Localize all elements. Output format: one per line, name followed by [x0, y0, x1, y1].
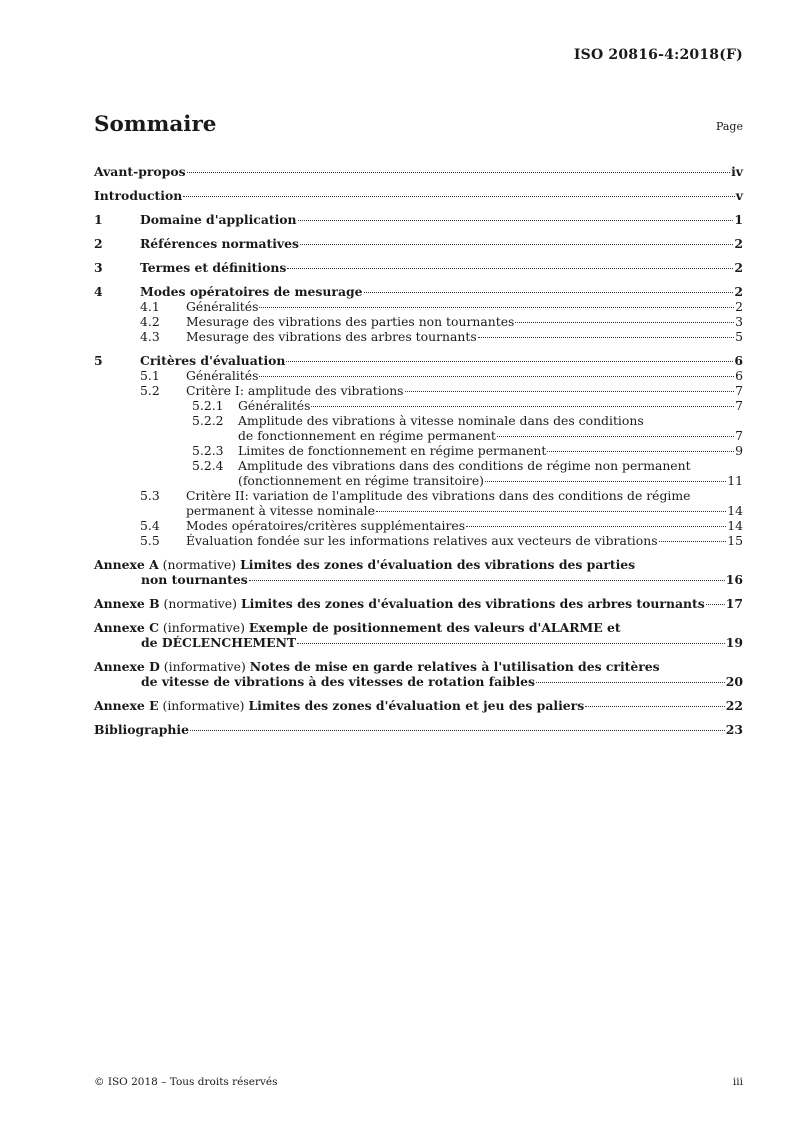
toc-page-number: 2: [734, 260, 743, 275]
toc-entry-title-line-1: Notes de mise en garde relatives à l'utilisation des critères: [249, 659, 660, 674]
toc-page-number: 6: [734, 353, 743, 368]
toc-page-number: v: [735, 188, 743, 203]
toc-dot-leader: [298, 220, 734, 221]
toc-dot-leader: [485, 481, 726, 482]
toc-entry-title: Termes et définitions: [140, 260, 287, 275]
toc-entry-section-4-3[interactable]: [94, 329, 743, 344]
toc-entry-title: Généralités: [238, 398, 311, 413]
toc-page-number: 7: [735, 428, 743, 443]
toc-page-number: 23: [725, 722, 743, 737]
toc-annex-kind: (normative): [162, 557, 237, 572]
toc-section-number: 5.5: [140, 533, 160, 548]
toc-page-number: 6: [735, 368, 743, 383]
toc-entry-section-5-5[interactable]: [94, 533, 743, 548]
toc-dot-leader: [187, 172, 731, 173]
toc-entry-title-line-1: Amplitude des vibrations dans des conditions de régime non permanent: [238, 458, 691, 473]
toc-page-number: iv: [731, 164, 743, 179]
toc-entry-title: Limites des zones d'évaluation et jeu des paliers: [248, 698, 585, 713]
toc-entry-title-line-1: Amplitude des vibrations à vitesse nominale dans des conditions: [238, 413, 644, 428]
toc-page-number: 15: [727, 533, 743, 548]
toc-page-number: 20: [725, 674, 743, 689]
toc-entry-title: Introduction: [94, 188, 183, 203]
toc-entry-section-3[interactable]: [94, 260, 743, 275]
toc-dot-leader: [297, 643, 725, 644]
toc-entry-title: Mesurage des vibrations des arbres tournants: [186, 329, 477, 344]
toc-page-number: 2: [734, 284, 743, 299]
toc-entry-title-line-1: Critère II: variation de l'amplitude des vibrations dans des conditions de régime: [186, 488, 691, 503]
toc-entry-section-5-3[interactable]: [94, 488, 743, 518]
toc-entry-title: Limites des zones d'évaluation des vibrations des arbres tournants: [240, 596, 705, 611]
toc-section-number: 2: [94, 236, 103, 251]
toc-entry-annex-d[interactable]: [94, 659, 743, 689]
toc-entry-section-4-1[interactable]: [94, 299, 743, 314]
toc-page-number: 2: [734, 236, 743, 251]
toc-page-number: 5: [735, 329, 743, 344]
toc-section-number: 4.1: [140, 299, 160, 314]
toc-section-number: 5.2.1: [192, 398, 224, 413]
toc-dot-leader: [259, 376, 734, 377]
toc-entry-section-5-2-2[interactable]: [94, 413, 743, 443]
toc-entry-title-line-2: (fonctionnement en régime transitoire): [238, 473, 484, 488]
toc-dot-leader: [478, 337, 734, 338]
toc-page-number: 3: [735, 314, 743, 329]
toc-entry-title: Bibliographie: [94, 722, 190, 737]
toc-entry-title-line-2: de DÉCLENCHEMENT: [141, 635, 297, 650]
toc-dot-leader: [515, 322, 734, 323]
toc-entry-title: Limites de fonctionnement en régime permanent: [238, 443, 547, 458]
toc-entry-annex-a[interactable]: [94, 557, 743, 587]
toc-dot-leader: [311, 406, 734, 407]
toc-annex-kind: (normative): [163, 596, 237, 611]
toc-entry-bibliographie[interactable]: [94, 722, 743, 737]
toc-annex-id: Annexe C: [94, 620, 159, 635]
toc-entry-title: Généralités: [186, 299, 259, 314]
toc-section-number: 3: [94, 260, 103, 275]
toc-page-number: 14: [727, 503, 743, 518]
toc-entry-section-5-1[interactable]: [94, 368, 743, 383]
footer-page-number: iii: [732, 1076, 743, 1088]
toc-entry-title: Références normatives: [140, 236, 299, 251]
toc-page-number: 9: [735, 443, 743, 458]
toc-annex-kind: (informative): [162, 698, 245, 713]
toc-page-number: 7: [735, 383, 743, 398]
toc-entry-title: Mesurage des vibrations des parties non tournantes: [186, 314, 515, 329]
toc-section-number: 5.4: [140, 518, 160, 533]
toc-dot-leader: [547, 451, 734, 452]
toc-entry-section-5-4[interactable]: [94, 518, 743, 533]
toc-entry-section-5-2-1[interactable]: [94, 398, 743, 413]
toc-entry-section-1[interactable]: [94, 212, 743, 227]
toc-annex-id: Annexe B: [94, 596, 160, 611]
toc-section-number: 1: [94, 212, 103, 227]
toc-section-number: 4.3: [140, 329, 160, 344]
toc-section-number: 5.3: [140, 488, 160, 503]
toc-dot-leader: [249, 580, 725, 581]
toc-entry-title-line-1: Limites des zones d'évaluation des vibrations des parties: [240, 557, 636, 572]
toc-entry-section-2[interactable]: [94, 236, 743, 251]
toc-page-number: 11: [727, 473, 743, 488]
toc-entry-title-line-1: Exemple de positionnement des valeurs d'ALARME et: [248, 620, 621, 635]
toc-dot-leader: [300, 244, 733, 245]
toc-entry-title: Critère I: amplitude des vibrations: [186, 383, 404, 398]
toc-dot-leader: [497, 436, 734, 437]
toc-entry-annex-c[interactable]: [94, 620, 743, 650]
toc-dot-leader: [536, 682, 725, 683]
toc-entry-title: Avant-propos: [94, 164, 186, 179]
toc-dot-leader: [364, 292, 734, 293]
toc-section-number: 4: [94, 284, 103, 299]
toc-dot-leader: [466, 526, 726, 527]
toc-dot-leader: [659, 541, 727, 542]
toc-dot-leader: [183, 196, 735, 197]
toc-section-number: 5.2.2: [192, 413, 224, 428]
toc-page-number: 16: [725, 572, 743, 587]
toc-entry-section-5-2-4[interactable]: [94, 458, 743, 488]
toc-entry-title-line-2: non tournantes: [141, 572, 248, 587]
toc-page-number: 1: [734, 212, 743, 227]
toc-page-number: 19: [725, 635, 743, 650]
toc-section-number: 5.2: [140, 383, 160, 398]
toc-page-number: 22: [725, 698, 743, 713]
table-of-contents: [94, 155, 743, 737]
toc-entry-introduction[interactable]: [94, 188, 743, 203]
toc-entry-section-4-2[interactable]: [94, 314, 743, 329]
page-column-label: Page: [715, 120, 743, 133]
toc-entry-section-4[interactable]: [94, 284, 743, 299]
toc-entry-annex-b[interactable]: [94, 596, 743, 611]
toc-entry-title: Évaluation fondée sur les informations relatives aux vecteurs de vibrations: [186, 533, 658, 548]
toc-section-number: 4.2: [140, 314, 160, 329]
toc-annex-id: Annexe E: [94, 698, 159, 713]
toc-section-number: 5.2.4: [192, 458, 224, 473]
toc-annex-id: Annexe D: [94, 659, 160, 674]
toc-dot-leader: [259, 307, 734, 308]
toc-dot-leader: [405, 391, 735, 392]
toc-entry-title: Généralités: [186, 368, 259, 383]
toc-page-number: 14: [727, 518, 743, 533]
toc-page-number: 17: [725, 596, 743, 611]
toc-dot-leader: [287, 268, 733, 269]
toc-entry-title-line-2: permanent à vitesse nominale: [186, 503, 375, 518]
toc-dot-leader: [376, 511, 726, 512]
toc-section-number: 5.1: [140, 368, 160, 383]
toc-entry-section-5[interactable]: [94, 353, 743, 368]
toc-dot-leader: [585, 706, 725, 707]
toc-section-number: 5.2.3: [192, 443, 224, 458]
toc-entry-section-5-2-3[interactable]: [94, 443, 743, 458]
toc-entry-title: Critères d'évaluation: [140, 353, 286, 368]
toc-dot-leader: [286, 361, 733, 362]
toc-entry-title: Modes opératoires de mesurage: [140, 284, 363, 299]
footer-copyright: © ISO 2018 – Tous droits réservés: [94, 1076, 278, 1088]
toc-section-number: 5: [94, 353, 103, 368]
toc-page-number: 7: [735, 398, 743, 413]
toc-entry-title-line-2: de vitesse de vibrations à des vitesses de rotation faibles: [141, 674, 536, 689]
toc-entry-title: Domaine d'application: [140, 212, 297, 227]
toc-annex-kind: (informative): [162, 620, 245, 635]
toc-dot-leader: [190, 730, 725, 731]
page-title: Sommaire: [94, 112, 217, 137]
toc-page-number: 2: [735, 299, 743, 314]
toc-entry-title-line-2: de fonctionnement en régime permanent: [238, 428, 496, 443]
toc-entry-title: Modes opératoires/critères supplémentaires: [186, 518, 466, 533]
document-id-header: ISO 20816-4:2018(F): [573, 47, 743, 63]
toc-entry-avant-propos[interactable]: [94, 164, 743, 179]
toc-annex-kind: (informative): [163, 659, 246, 674]
toc-dot-leader: [706, 604, 725, 605]
toc-entry-section-5-2[interactable]: [94, 383, 743, 398]
toc-annex-id: Annexe A: [94, 557, 159, 572]
toc-entry-annex-e[interactable]: [94, 698, 743, 713]
